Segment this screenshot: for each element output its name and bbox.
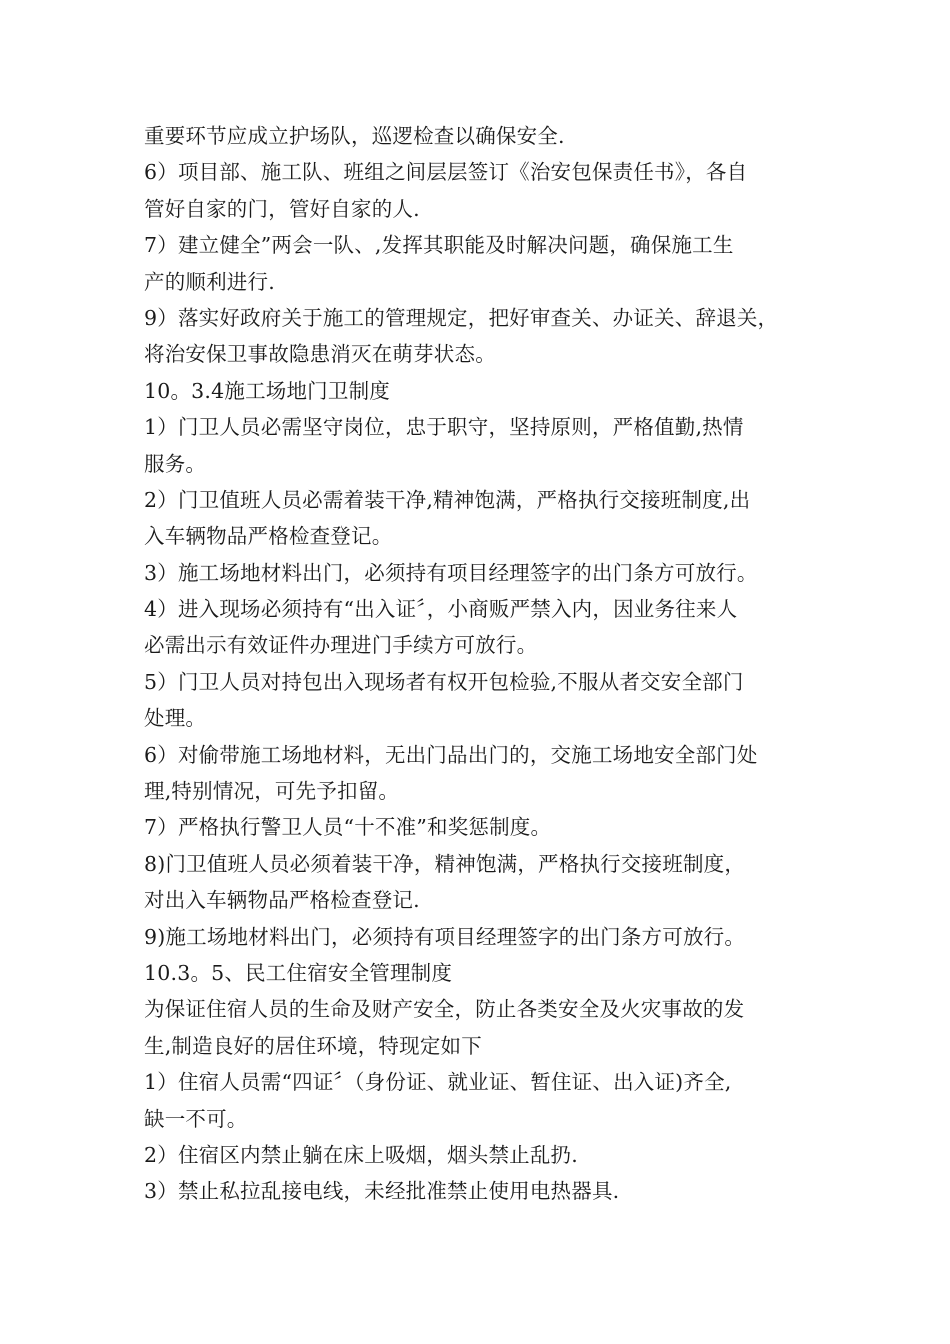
text-line-3: 管好自家的门，管好自家的人. bbox=[144, 196, 420, 221]
section-heading-10-3-5: 10.3。5、民工住宿安全管理制度 bbox=[144, 960, 453, 985]
text-line-30: 3）禁止私拉乱接电线，未经批准禁止使用电热器具. bbox=[144, 1179, 620, 1204]
text-line-20: 7）严格执行警卫人员“十不准”和奖惩制度。 bbox=[144, 815, 552, 840]
text-line-29: 2）住宿区内禁止躺在床上吸烟，烟头禁止乱扔. bbox=[144, 1142, 578, 1167]
text-line-27: 1）住宿人员需“四证〞（身份证、就业证、暂住证、出入证)齐全, bbox=[144, 1070, 732, 1095]
text-line-10: 服务。 bbox=[144, 451, 207, 476]
text-line-1: 重要环节应成立护场队，巡逻检查以确保安全. bbox=[144, 124, 565, 148]
text-line-25: 为保证住宿人员的生命及财产安全，防止各类安全及火灾事故的发 bbox=[144, 997, 745, 1022]
text-line-28: 缺一不可。 bbox=[144, 1106, 248, 1131]
text-line-2: 6）项目部、施工队、班组之间层层签订《治安包保责任书》，各自 bbox=[144, 160, 748, 185]
text-line-4: 7）建立健全”两会一队、,发挥其职能及时解决问题，确保施工生 bbox=[144, 233, 734, 258]
text-line-7: 将治安保卫事故隐患消灭在萌芽状态。 bbox=[144, 342, 496, 367]
text-line-5: 产的顺利进行. bbox=[144, 269, 275, 294]
text-line-14: 4）进入现场必须持有“出入证〞，小商贩严禁入内，因业务往来人 bbox=[144, 597, 738, 622]
text-line-26: 生,制造良好的居住环境，特现定如下 bbox=[144, 1033, 482, 1058]
document-body bbox=[144, 118, 824, 1210]
section-heading-10-3-4: 10。3.4施工场地门卫制度 bbox=[144, 378, 390, 403]
text-line-19: 理,特别情况，可先予扣留。 bbox=[144, 779, 400, 804]
text-line-23: 9)施工场地材料出门，必须持有项目经理签字的出门条方可放行。 bbox=[144, 924, 746, 949]
text-line-11: 2）门卫值班人员必需着装干净,精神饱满，严格执行交接班制度,出 bbox=[144, 487, 751, 512]
text-line-9: 1）门卫人员必需坚守岗位，忠于职守，坚持原则，严格值勤,热情 bbox=[144, 415, 744, 440]
text-line-13: 3）施工场地材料出门，必须持有项目经理签字的出门条方可放行。 bbox=[144, 560, 758, 585]
text-line-15: 必需出示有效证件办理进门手续方可放行。 bbox=[144, 633, 538, 658]
text-line-17: 处理。 bbox=[144, 706, 207, 731]
text-line-21: 8)门卫值班人员必须着装干净，精神饱满，严格执行交接班制度， bbox=[144, 851, 746, 876]
text-line-12: 入车辆物品严格检查登记。 bbox=[144, 524, 393, 549]
text-line-6: 9）落实好政府关于施工的管理规定，把好审查关、办证关、辞退关， bbox=[144, 305, 779, 330]
text-line-18: 6）对偷带施工场地材料，无出门品出门的，交施工场地安全部门处 bbox=[144, 742, 758, 767]
text-line-22: 对出入车辆物品严格检查登记. bbox=[144, 888, 420, 913]
text-line-16: 5）门卫人员对持包出入现场者有权开包检验,不服从者交安全部门 bbox=[144, 669, 744, 694]
